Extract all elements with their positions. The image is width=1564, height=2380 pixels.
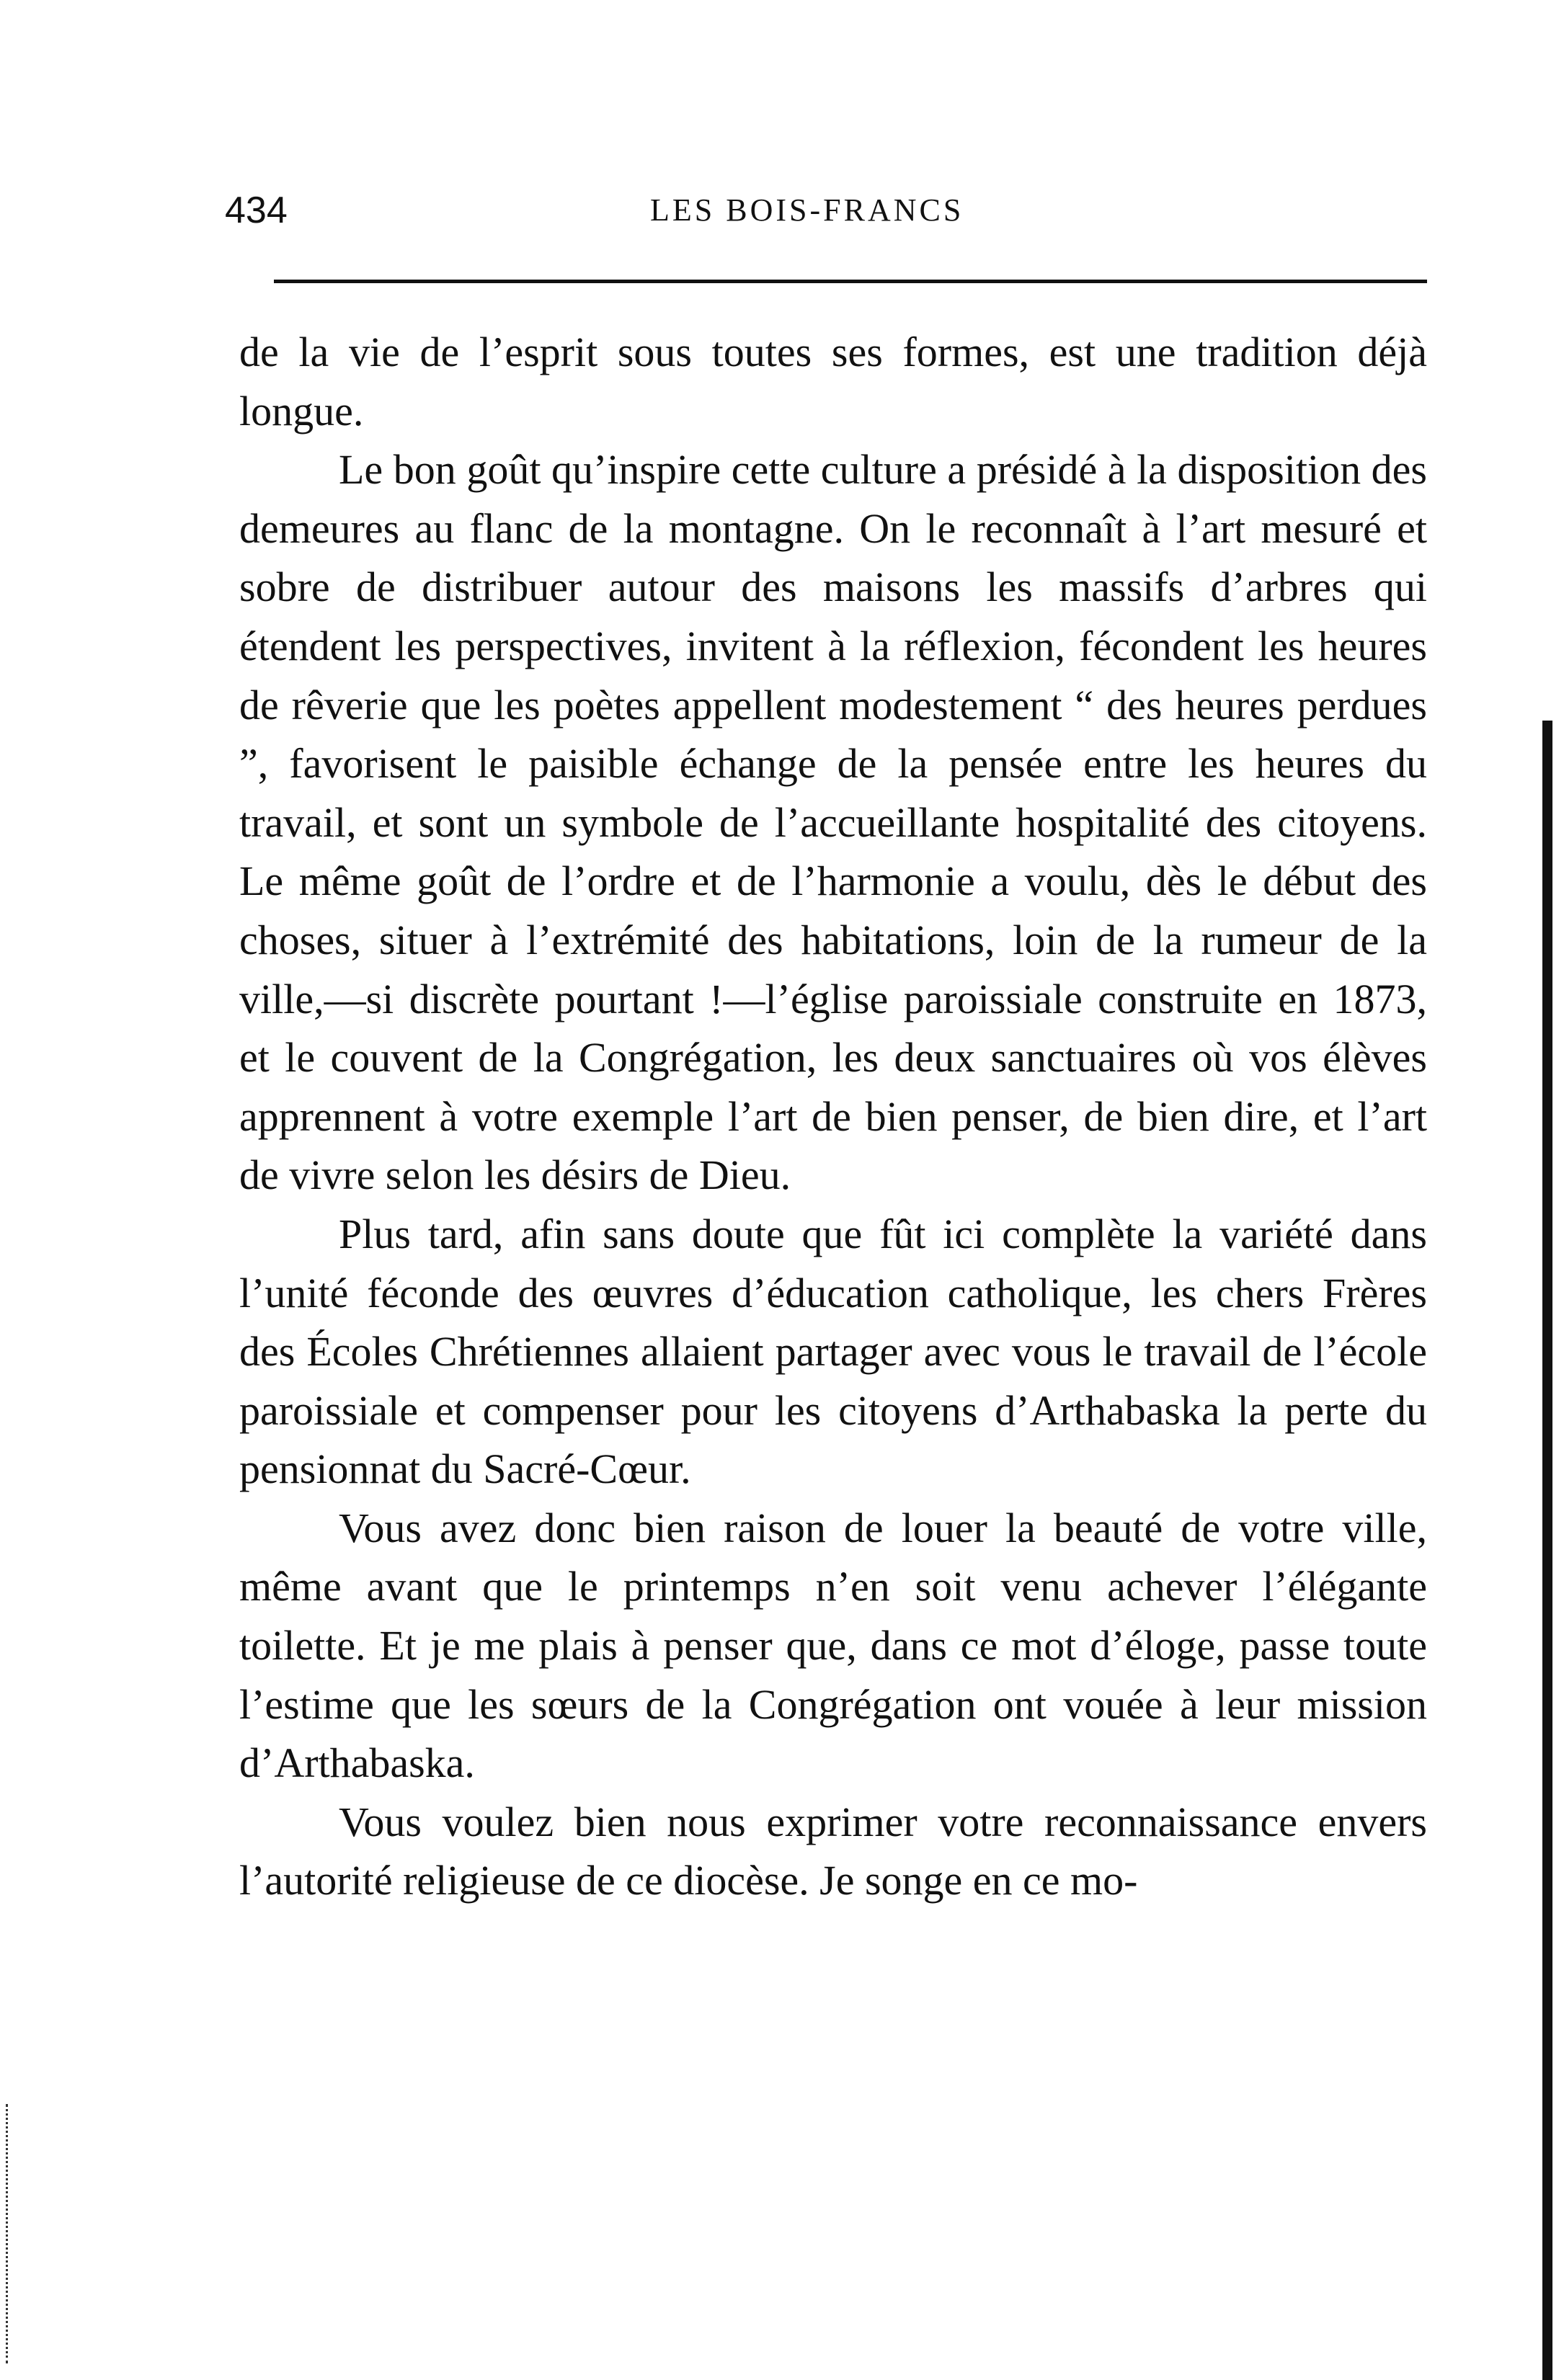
scan-edge-right: [1542, 721, 1552, 2380]
paragraph-2: Le bon goût qu’inspire cette culture a présidé à la disposition des demeures au flanc de la montagne. On le reconnaît à l’art mesuré et sobre de distribuer autour des maisons les massifs d’arbres qui étendent les perspectives, invitent à la réflexion, fécondent les heures de rêverie que les poètes appellent modestement “ des heures perdues ”, favorisent le paisible échange de la pensée entre les heures du travail, et sont un symbole de l’accueillante hospitalité des citoyens. Le même goût de l’ordre et de l’harmonie a voulu, dès le début des choses, situer à l’extrémité des habitations, loin de la rumeur de la ville,—si discrète pourtant !—l’église paroissiale construite en 1873, et le couvent de la Congrégation, les deux sanctuaires où vos élèves apprennent à votre exemple l’art de bien penser, de bien dire, et l’art de vivre selon les désirs de Dieu.: [239, 446, 1427, 1199]
body-text: [239, 323, 1427, 1910]
header-rule: [274, 280, 1427, 283]
scan-edge-left: [6, 2104, 11, 2363]
paragraph-5: Vous voulez bien nous exprimer votre reconnaissance envers l’autorité religieuse de ce diocèse. Je songe en ce mo-: [239, 1798, 1427, 1904]
paragraph-3: Plus tard, afin sans doute que fût ici complète la variété dans l’unité féconde des œuvres d’éducation catholique, les chers Frères des Écoles Chrétiennes allaient partager avec vous le travail de l’école paroissiale et compenser pour les citoyens d’Arthabaska la perte du pensionnat du Sacré-Cœur.: [239, 1210, 1427, 1493]
page-header: [225, 182, 1432, 239]
running-title: LES BOIS-FRANCS: [650, 192, 964, 228]
page-number: 434: [225, 190, 288, 231]
paragraph-4: Vous avez donc bien raison de louer la beauté de votre ville, même avant que le printemps n’en soit venu achever l’élégante toilette. Et je me plais à penser que, dans ce mot d’éloge, passe toute l’estime que les sœurs de la Congrégation ont vouée à leur mission d’Arthabaska.: [239, 1504, 1427, 1787]
paragraph-1: de la vie de l’esprit sous toutes ses formes, est une tradition déjà longue.: [239, 329, 1427, 434]
